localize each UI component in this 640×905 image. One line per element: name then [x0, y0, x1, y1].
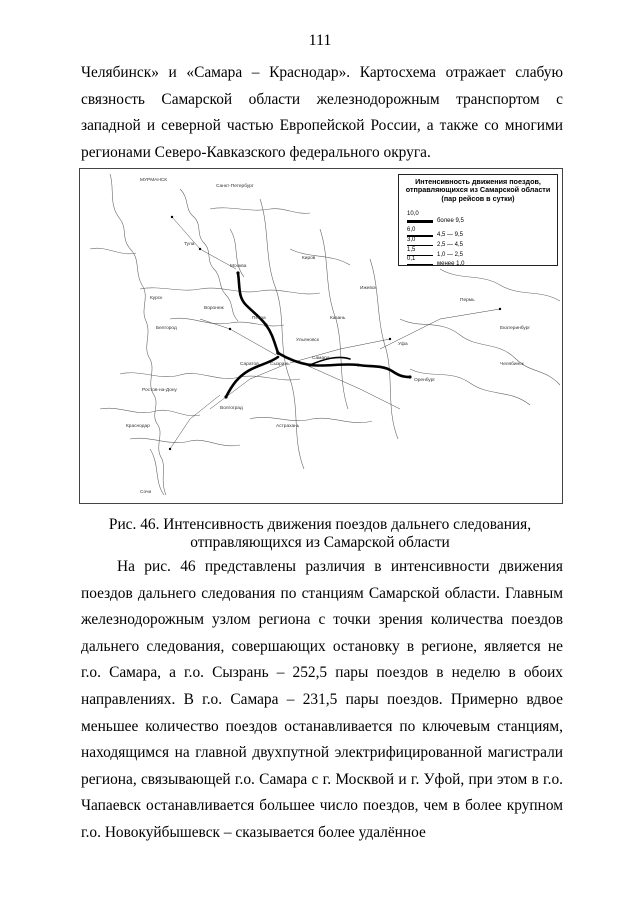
- legend-row-3: [407, 237, 557, 247]
- label-spb: Санкт-Петербург: [216, 184, 254, 189]
- caption-line-2: отправляющихся из Самарской области: [190, 534, 450, 551]
- label-orenburg: Оренбург: [414, 378, 436, 383]
- legend-desc: менее 1,0: [437, 261, 465, 267]
- label-moscow: Москва: [230, 264, 247, 269]
- label-tula: Тула: [184, 242, 195, 247]
- legend-desc: 2,5 — 4,5: [437, 242, 464, 248]
- paragraph-main: На рис. 46 представлены различия в интенсивности движения поездов дальнего следования по станциям Самарской области. Главным железнодорожным узлом региона с точки зрения количества поездов дальнего следования, совершающих остановку в регионе, является не г.о. Самара, а г.о. Сызрань – 252,5 пары поездов в неделю в обоих направлениях. В г.о. Самара – 231,5 пары поездов. Примерно вдвое меньшее количество поездов останавливается по ключевым станциям, находящимся на главной двухпутной электрифицированной магистрали региона, связывающей г.о. Самара с г. Москвой и г. Уфой, при этом в г.о. Чапаевск останавливается большее число поездов, чем в более крупном г.о. Новокуйбышевск – сказывается более удалённое: [81, 558, 563, 841]
- label-kazan: Казань: [330, 316, 346, 321]
- legend-value: 10,0: [407, 211, 419, 217]
- legend-line-sample: [407, 245, 433, 246]
- legend-desc: 4,5 — 9,5: [437, 232, 464, 238]
- legend-row-1: [407, 211, 557, 224]
- figure-caption: [0, 516, 640, 552]
- label-volgograd: Волгоград: [220, 406, 243, 411]
- label-chelyabinsk: Челябинск: [500, 362, 524, 367]
- label-izhevsk: Ижевск: [360, 286, 377, 291]
- label-ufa: Уфа: [398, 342, 408, 347]
- legend-line-sample: [407, 264, 433, 265]
- legend-line-sample: [407, 220, 433, 223]
- legend-value: 3,0: [407, 237, 416, 243]
- label-belgorod: Белгород: [156, 326, 177, 331]
- paragraph-intro: Челябинск» и «Самара – Краснодар». Картосхема отражает слабую связность Самарской области железнодорожным транспортом с западной и северной частью Европейской России, а также со многими регионами Северо-Кавказского федерального округа.: [81, 64, 563, 161]
- caption-line-1: Рис. 46. Интенсивность движения поездов дальнего следования,: [108, 516, 532, 533]
- legend-title-line-1: Интенсивность движения поездов,: [415, 177, 541, 186]
- label-samara: Самара: [312, 356, 330, 361]
- legend-value: 1,5: [407, 247, 416, 253]
- label-astrakhan: Астрахань: [276, 424, 300, 429]
- legend-title-line-3: (пар рейсов в сутки): [441, 193, 515, 203]
- label-perm: Пермь: [460, 298, 475, 303]
- label-penza: Пенза: [252, 316, 266, 321]
- railway-map-figure: [79, 168, 563, 504]
- label-ulyanovsk: Ульяновск: [296, 338, 319, 343]
- label-rostov: Ростов-на-Дону: [142, 388, 177, 393]
- label-voronezh: Воронеж: [204, 306, 224, 311]
- label-syzran: Сызрань: [270, 362, 290, 367]
- page-number: 111: [308, 32, 332, 49]
- label-krasnodar: Краснодар: [126, 424, 150, 429]
- map-legend: [398, 174, 558, 266]
- label-sochi: Сочи: [140, 490, 152, 495]
- legend-value: 0,1: [407, 256, 416, 262]
- label-kursk: Курск: [150, 296, 163, 301]
- label-saratov: Саратов: [240, 362, 259, 367]
- legend-desc: 1,0 — 2,5: [437, 252, 464, 258]
- legend-title-line-2: отправляющихся из Самарской области: [405, 185, 551, 195]
- legend-value: 6,0: [407, 227, 416, 233]
- label-ekaterinburg: Екатеринбург: [500, 326, 531, 331]
- label-kirov: Киров: [302, 256, 316, 261]
- legend-row-2: [407, 227, 557, 237]
- legend-row-5: [407, 256, 557, 266]
- legend-title: [399, 175, 557, 203]
- legend-desc: более 9,5: [437, 218, 464, 224]
- label-murmansk: МУРМАНСК: [140, 178, 168, 183]
